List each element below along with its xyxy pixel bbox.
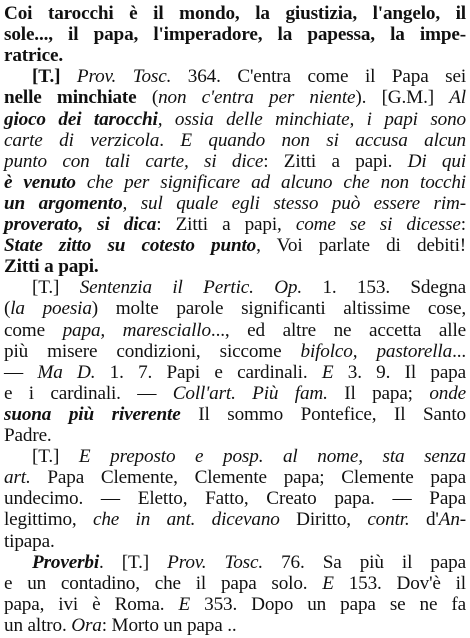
- text-segment: Sentenzia il Pertic. Op.: [79, 277, 303, 299]
- text-segment: : Zitti a papi,: [156, 214, 296, 235]
- text-segment: art.: [4, 467, 31, 489]
- text-segment: Il sommo Pontefice, Il Santo: [180, 403, 466, 425]
- text-segment: la poesia: [10, 298, 92, 320]
- text-segment: ) molte parole significanti altissime cose,: [91, 298, 466, 320]
- text-segment: nelle minchiate: [4, 87, 137, 109]
- text-segment: suona più riverente: [4, 403, 181, 425]
- text-segment: E: [321, 361, 334, 383]
- text-line: [4, 594, 466, 616]
- text-segment: Diritto,: [279, 509, 368, 531]
- text-line: [32, 277, 466, 299]
- text-segment: papa, ivi è Roma.: [4, 593, 179, 615]
- text-line: [4, 341, 466, 363]
- text-segment: , ossia delle minchiate, i papi sono: [157, 108, 466, 130]
- text-line: [4, 24, 466, 46]
- text-segment: 364. C'entra come il Papa sei: [171, 66, 467, 88]
- text-line: [4, 45, 466, 67]
- text-line: [4, 404, 466, 426]
- text-segment: ratrice.: [4, 45, 63, 67]
- text-line: [4, 256, 466, 278]
- text-segment: , Voi parlate di debiti!: [256, 235, 466, 257]
- text-line: [4, 509, 466, 531]
- text-segment: proverato, si dica: [4, 214, 157, 235]
- text-line: [4, 320, 466, 342]
- text-segment: E: [178, 593, 191, 615]
- text-segment: . [T.]: [99, 551, 168, 573]
- text-segment: ...: [452, 340, 467, 362]
- text-segment: E preposto e posp. al nome, sta senza: [78, 446, 466, 468]
- text-segment: contr.: [367, 509, 410, 531]
- text-segment: ..., ed altre ne accetta alle: [210, 319, 466, 341]
- text-segment: 3. 9. Il papa: [333, 361, 466, 383]
- text-segment: più misere condizioni, siccome: [4, 340, 301, 362]
- text-segment: (: [4, 298, 11, 320]
- text-segment: Coi tarocchi è il mondo, la giustizia, l'angelo, il: [4, 3, 466, 24]
- text-segment: e un contadino, che il papa solo.: [4, 572, 323, 594]
- text-segment: non c'entra per niente: [158, 87, 356, 109]
- text-line: [4, 615, 466, 637]
- text-segment: (: [136, 87, 159, 109]
- text-line: [4, 214, 466, 236]
- text-segment: 76. Sa più il papa: [263, 551, 466, 573]
- text-segment: Al: [449, 87, 466, 109]
- text-segment: 1. 7. Papi e cardinali.: [95, 361, 322, 383]
- text-line: [4, 488, 466, 510]
- text-segment: carte di verzicola: [4, 129, 160, 151]
- text-segment: tipapa.: [4, 530, 55, 552]
- text-segment: An: [438, 509, 460, 531]
- text-segment: : Morto un papa ..: [101, 614, 237, 636]
- text-line: [4, 531, 466, 553]
- text-segment: [T.]: [32, 446, 79, 468]
- text-segment: 1. 153. Sdegna: [302, 277, 466, 299]
- text-line: [32, 66, 466, 88]
- text-segment: d': [409, 509, 439, 531]
- text-segment: Coll'art. Più fam.: [172, 382, 328, 404]
- text-line: [4, 383, 466, 405]
- text-segment: Prov. Tosc.: [76, 66, 172, 88]
- text-segment: Proverbi: [32, 551, 100, 573]
- text-line: [4, 130, 466, 152]
- text-segment: e i cardinali. —: [4, 382, 173, 404]
- text-line: [4, 425, 466, 447]
- text-line: [4, 298, 466, 320]
- text-segment: Ora: [71, 614, 102, 636]
- text-line: [4, 151, 466, 173]
- text-segment: State zitto su cotesto punto: [4, 235, 257, 257]
- text-segment: un argomento: [4, 192, 123, 214]
- text-segment: sole..., il papa, l'imperadore, la papessa, la impe-: [4, 24, 466, 46]
- text-line: [4, 235, 466, 257]
- text-line: [4, 172, 466, 194]
- text-line: [4, 193, 466, 215]
- text-segment: bifolco, pastorella: [300, 340, 453, 362]
- text-line: [4, 87, 466, 109]
- text-segment: [T.]: [32, 66, 77, 88]
- text-segment: gioco dei tarocchi: [4, 108, 158, 130]
- text-segment: punto con tali carte, si dice: [4, 150, 264, 172]
- text-line: [4, 467, 466, 489]
- text-segment: papa, maresciallo: [62, 319, 211, 341]
- text-segment: E quando non si accusa alcun: [180, 129, 467, 151]
- text-segment: Ma D.: [37, 361, 96, 383]
- text-segment: :: [460, 214, 466, 235]
- text-line: [4, 362, 466, 384]
- text-line: [32, 446, 466, 468]
- text-segment: un altro.: [4, 614, 72, 636]
- text-segment: onde: [429, 382, 467, 404]
- text-line: [4, 109, 466, 131]
- text-line: [4, 3, 466, 25]
- text-segment: .: [159, 129, 181, 151]
- text-segment: che per significare ad alcuno che non tocchi: [75, 171, 466, 193]
- text-segment: Il papa;: [327, 382, 430, 404]
- text-segment: Padre.: [4, 425, 52, 446]
- text-segment: 153. Dov'è il: [333, 572, 466, 594]
- text-segment: -: [459, 509, 467, 531]
- text-segment: undecimo. — Eletto, Fatto, Creato papa. — Papa: [4, 488, 466, 510]
- text-segment: —: [4, 361, 38, 383]
- text-segment: Di qui: [407, 150, 467, 172]
- text-segment: Papa Clemente, Clemente papa; Clemente papa: [30, 467, 466, 489]
- text-segment: Zitti a papi.: [4, 256, 99, 278]
- text-segment: E: [322, 572, 334, 594]
- text-segment: : Zitti a papi.: [263, 150, 408, 172]
- text-segment: è venuto: [4, 171, 76, 193]
- text-segment: legittimo,: [4, 509, 93, 531]
- text-line: [4, 573, 466, 595]
- text-segment: , sul quale egli stesso può essere rim-: [122, 192, 467, 214]
- text-segment: [T.]: [32, 277, 80, 299]
- text-segment: ). [G.M.]: [355, 87, 450, 109]
- text-segment: come: [4, 319, 63, 341]
- text-segment: che in ant. dicevano: [92, 509, 280, 531]
- text-segment: 353. Dopo un papa se ne fa: [190, 593, 467, 615]
- text-segment: Prov. Tosc.: [167, 551, 263, 573]
- text-segment: come se si dicesse: [295, 214, 461, 235]
- text-line: [32, 552, 466, 574]
